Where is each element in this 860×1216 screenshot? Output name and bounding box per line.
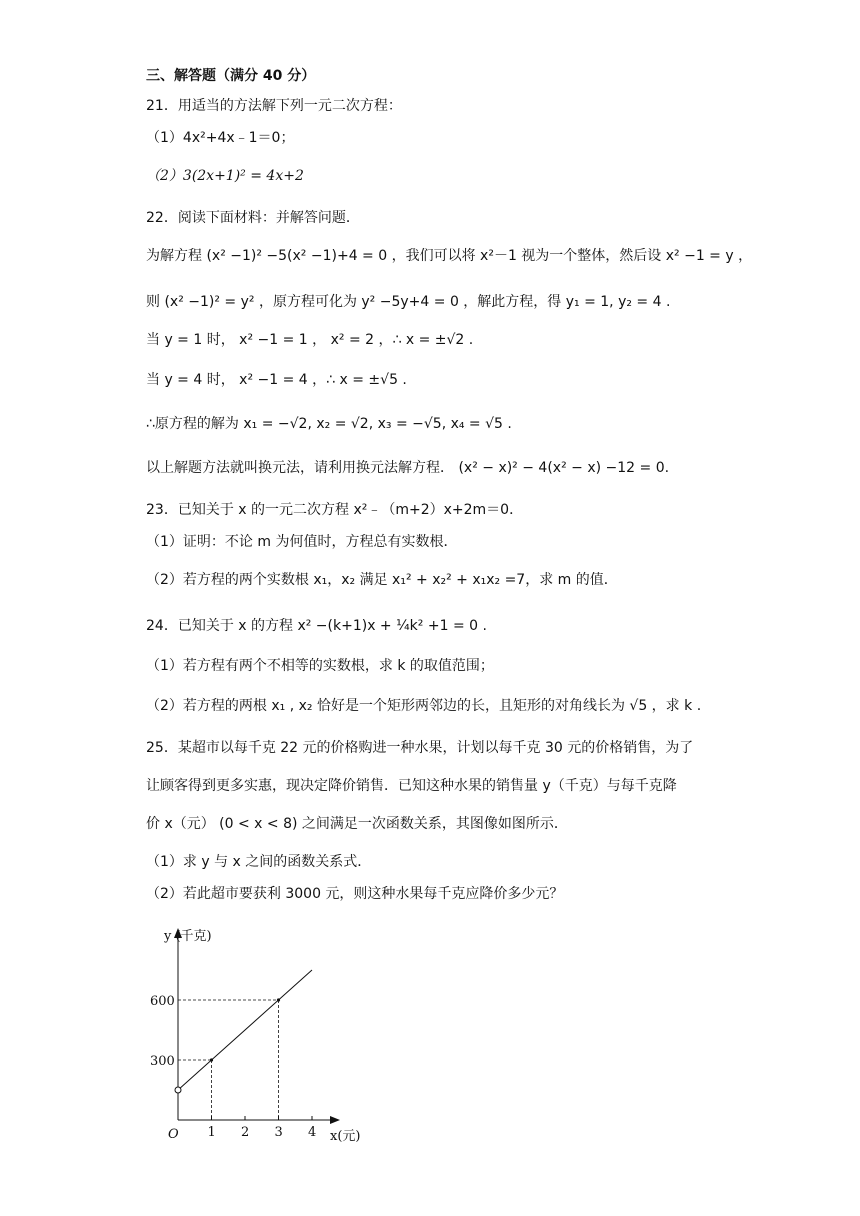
- series-line: [178, 970, 312, 1090]
- data-point-0: [210, 1058, 213, 1061]
- question-24-part-2: （2）若方程的两根 x₁ , x₂ 恰好是一个矩形两邻边的长，且矩形的对角线长为 √5 ，求 k .: [146, 698, 702, 714]
- question-21-part-1: （1）4x²+4x﹣1＝0；: [146, 130, 295, 146]
- question-25-part-1: （1）求 y 与 x 之间的函数关系式．: [146, 854, 372, 870]
- x-tick-label-3: 3: [274, 1125, 283, 1140]
- question-23-part-2: （2）若方程的两个实数根 x₁，x₂ 满足 x₁² + x₂² + x₁x₂ =7，求 m 的值．: [146, 572, 618, 588]
- x-axis-label: x(元): [330, 1129, 361, 1144]
- question-22-line-4: 当 y = 4 时， x² −1 = 4 ，∴ x = ±√5 .: [146, 372, 407, 388]
- chart-svg: [150, 920, 380, 1150]
- question-22-stem: 22．阅读下面材料：并解答问题．: [146, 210, 360, 226]
- open-point: [175, 1087, 181, 1093]
- x-tick-label-4: 4: [308, 1125, 317, 1140]
- question-24-part-1: （1）若方程有两个不相等的实数根，求 k 的取值范围；: [146, 658, 494, 674]
- question-22-line-3: 当 y = 1 时， x² −1 = 1 ， x² = 2 ，∴ x = ±√2 .: [146, 332, 474, 348]
- x-tick-label-1: 1: [207, 1125, 216, 1140]
- question-24-stem: 24．已知关于 x 的方程 x² −(k+1)x + ¼k² +1 = 0 .: [146, 618, 487, 634]
- question-21-stem: 21．用适当的方法解下列一元二次方程：: [146, 98, 402, 114]
- x-axis-arrow: [330, 1116, 340, 1124]
- question-22-line-5: ∴原方程的解为 x₁ = −√2, x₂ = √2, x₃ = −√5, x₄ = √5 .: [146, 416, 512, 432]
- question-22-line-6: 以上解题方法就叫换元法，请利用换元法解方程． (x² − x)² − 4(x² − x) −12 = 0.: [146, 460, 670, 476]
- section-title: 三、解答题（满分 40 分）: [146, 68, 316, 84]
- question-25-line-3: 价 x（元） (0 < x < 8) 之间满足一次函数关系，其图像如图所示．: [146, 816, 568, 832]
- question-25-line-2: 让顾客得到更多实惠，现决定降价销售．已知这种水果的销售量 y（千克）与每千克降: [146, 778, 677, 794]
- question-21-part-2: （2）3(2x+1)² = 4x+2: [146, 168, 304, 184]
- y-axis-label: y (千克): [164, 929, 212, 944]
- y-tick-label-600: 600: [150, 994, 175, 1009]
- question-25-part-2: （2）若此超市要获利 3000 元，则这种水果每千克应降价多少元？: [146, 886, 564, 902]
- question-25-line-1: 25．某超市以每千克 22 元的价格购进一种水果，计划以每千克 30 元的价格销售，为了: [146, 740, 694, 756]
- chart-marks: [150, 970, 316, 1140]
- data-point-1: [277, 998, 280, 1001]
- question-22-line-2: 则 (x² −1)² = y² ，原方程可化为 y² −5y+4 = 0 ，解此方程，得 y₁ = 1, y₂ = 4 .: [146, 294, 671, 310]
- question-23-stem: 23．已知关于 x 的一元二次方程 x²﹣（m+2）x+2m＝0．: [146, 502, 524, 518]
- sales-chart: [150, 920, 380, 1150]
- question-22-line-1: 为解方程 (x² −1)² −5(x² −1)+4 = 0 ，我们可以将 x²－1 视为一个整体，然后设 x² −1 = y ，: [146, 248, 753, 264]
- question-23-part-1: （1）证明：不论 m 为何值时，方程总有实数根．: [146, 534, 458, 550]
- x-tick-label-2: 2: [241, 1125, 250, 1140]
- origin-label: O: [168, 1127, 179, 1142]
- y-tick-label-300: 300: [150, 1054, 175, 1069]
